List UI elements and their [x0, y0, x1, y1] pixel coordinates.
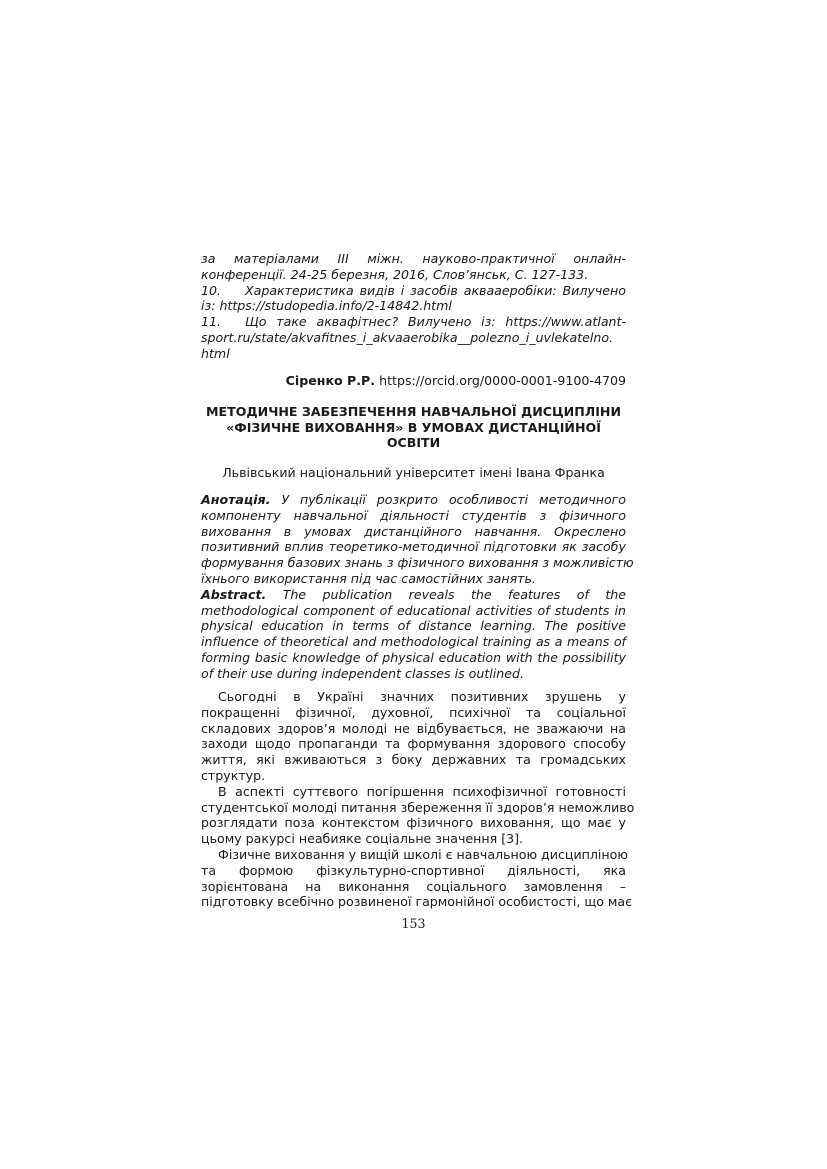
- annotation-line: формування базових знань з фізичного виховання з можливістю: [201, 555, 634, 571]
- article-title: [201, 404, 626, 451]
- reference-text: Характеристика видів і засобів аквааеробіки: Вилучено: [245, 282, 626, 298]
- author-orcid: https://orcid.org/0000-0001-9100-4709: [379, 373, 626, 388]
- reference-line: html: [201, 345, 230, 361]
- reference-number: 11.: [201, 314, 222, 330]
- body-line: Фізичне виховання у вищій школі є навчальною дисципліною: [218, 846, 628, 862]
- reference-line: конференції. 24-25 березня, 2016, Слов’янськ, С. 127-133.: [201, 266, 589, 282]
- body-line: розглядати поза контекстом фізичного виховання, що має у: [201, 815, 626, 831]
- reference-number: 10.: [201, 282, 222, 298]
- author-line: [286, 373, 626, 388]
- reference-text: Що таке аквафітнес? Вилучено із: https://www.atlant-: [245, 314, 626, 330]
- abstract-text: The publication reveals the features of the: [282, 586, 626, 602]
- body-line: підготовку всебічно розвиненої гармонійної особистості, що має: [201, 894, 633, 910]
- body-line: Сьогодні в Україні значних позитивних зрушень у: [218, 689, 626, 704]
- reference-line: за матеріалами III міжн. науково-практичної онлайн-: [201, 251, 626, 266]
- annotation-line: компоненту навчальної діяльності студентів з фізичного: [201, 507, 626, 523]
- reference-item-10: [201, 283, 626, 299]
- page-number: 153: [401, 916, 426, 931]
- annotation-first-line: [201, 492, 626, 508]
- body-text: [201, 689, 635, 910]
- reference-line: із: https://studopedia.info/2-14842.html: [201, 298, 452, 314]
- annotation-text: У публікації розкрито особливості методичного: [281, 492, 626, 507]
- abstract-line: of their use during independent classes is outlined.: [201, 665, 525, 681]
- title-line: ОСВІТИ: [386, 435, 441, 450]
- annotation-line: позитивний вплив теоретико-методичної підготовки як засобу: [201, 539, 626, 555]
- title-line: МЕТОДИЧНЕ ЗАБЕЗПЕЧЕННЯ НАВЧАЛЬНОЇ ДИСЦИПЛІНИ: [206, 404, 621, 419]
- body-line: та формою фізкультурно-спортивної діяльності, яка: [201, 862, 626, 878]
- abstract-line: forming basic knowledge of physical education with the possibility: [201, 649, 626, 665]
- title-line: «ФІЗИЧНЕ ВИХОВАННЯ» В УМОВАХ ДИСТАНЦІЙНОЇ: [226, 419, 601, 435]
- body-line: покращенні фізичної, духовної, психічної та соціальної: [201, 704, 626, 720]
- abstract-first-line: [201, 587, 626, 603]
- author-name: Сіренко Р.Р.: [285, 373, 376, 388]
- body-line: студентської молоді питання збереження її здоров’я неможливо: [201, 799, 635, 815]
- reference-list: [201, 251, 626, 362]
- abstract-label: Abstract.: [201, 586, 267, 602]
- body-line: структур.: [201, 767, 266, 783]
- reference-item-11: [201, 314, 626, 330]
- body-line: зорієнтована на виконання соціального замовлення –: [201, 878, 626, 894]
- body-line: В аспекті суттєвого погіршення психофізичної готовності: [218, 783, 626, 799]
- body-line: цьому ракурсі неабияке соціальне значення [3].: [201, 831, 524, 847]
- abstract-line: methodological component of educational activities of students in: [201, 602, 626, 618]
- body-line: складових здоров’я молоді не відбувається, не зважаючи на: [201, 720, 626, 736]
- annotation-line: виховання в умовах дистанційного навчання. Окреслено: [201, 523, 626, 539]
- abstract-line: physical education in terms of distance learning. The positive: [201, 618, 626, 634]
- body-line: життя, які вживаються з боку державних та громадських: [201, 752, 626, 768]
- annotation-line: їхнього використання під час самостійних занять.: [201, 570, 536, 586]
- abstract-line: influence of theoretical and methodological training as a means of: [201, 634, 626, 650]
- affiliation: Львівський національний університет імені Івана Франка: [222, 465, 605, 480]
- annotation-label: Анотація.: [201, 492, 271, 507]
- annotation-block: [201, 492, 634, 682]
- reference-line: sport.ru/state/akvafitnes_i_akvaaerobika__polezno_i_uvlekatelno.: [201, 329, 614, 345]
- body-line: заходи щодо пропаганди та формування здорового способу: [201, 736, 626, 752]
